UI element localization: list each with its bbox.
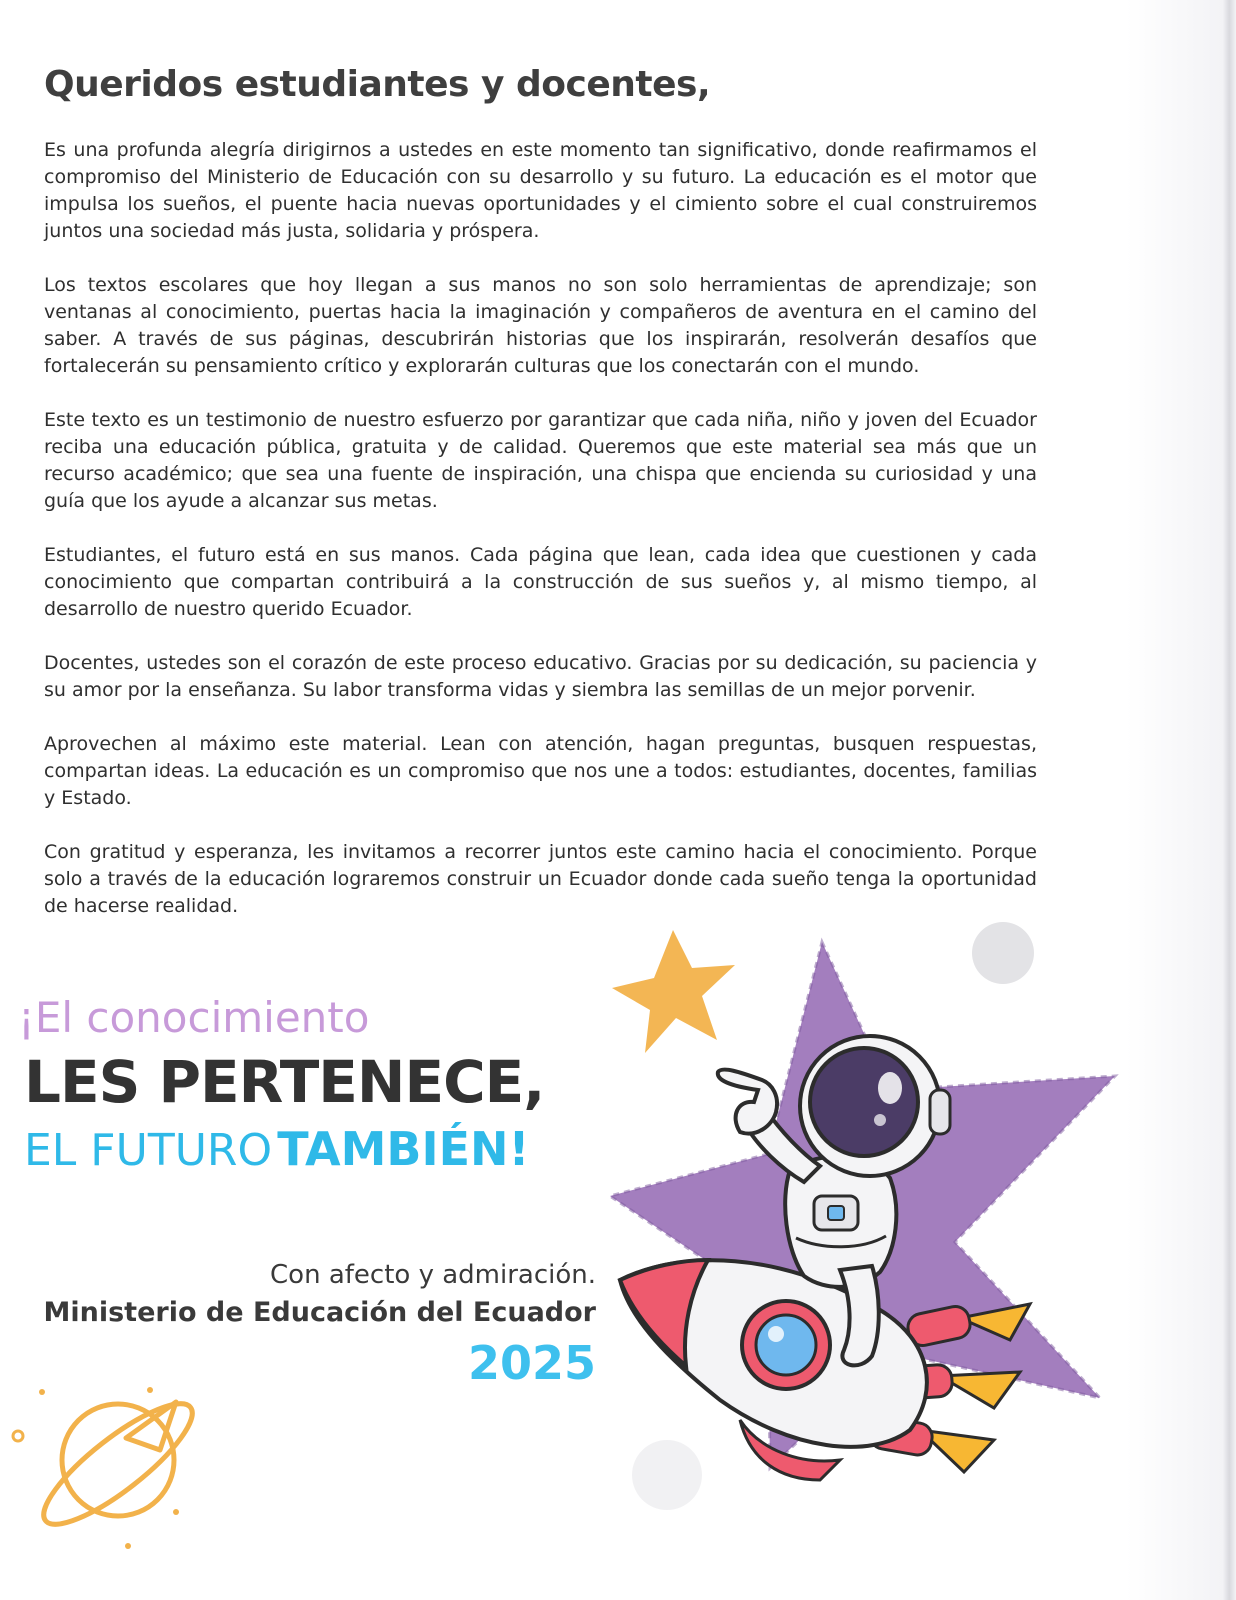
signer-name: Ministerio de Educación del Ecuador bbox=[43, 1297, 596, 1328]
slogan-line-2: LES PERTENECE, bbox=[24, 1048, 545, 1116]
closing-text: Con afecto y admiración. bbox=[270, 1260, 596, 1290]
slogan-line-3-prefix: EL FUTURO bbox=[24, 1125, 273, 1176]
slogan-block bbox=[18, 990, 618, 1191]
page-edge-shadow bbox=[1126, 0, 1236, 1600]
paragraph-1: Es una profunda alegría dirigirnos a ustedes en este momento tan significativo, donde reafirmamos el compromiso del Ministerio de Educación con su desarrollo y su futuro. La educación es el motor que impulsa los sueños, el puente hacia nuevas oportunidades y el cimiento sobre el cual construiremos juntos una sociedad más justa, solidaria y próspera. bbox=[44, 139, 1037, 242]
letter-body bbox=[44, 137, 1037, 947]
paragraph-7: Con gratitud y esperanza, les invitamos a recorrer juntos este camino hacia el conocimiento. Porque solo a través de la educación lograremos construir un Ecuador donde cada sueño tenga la oportunidad de hacerse realidad. bbox=[44, 841, 1037, 917]
signoff-block bbox=[0, 1256, 596, 1394]
page-title: Queridos estudiantes y docentes, bbox=[44, 64, 711, 105]
paragraph-3: Este texto es un testimonio de nuestro esfuerzo por garantizar que cada niña, niño y joven del Ecuador reciba una educación pública, gratuita y de calidad. Queremos que este material sea más que un recurso académico; que sea una fuente de inspiración, una chispa que encienda su curiosidad y una guía que los ayude a alcanzar sus metas. bbox=[44, 409, 1037, 512]
paragraph-5: Docentes, ustedes son el corazón de este proceso educativo. Gracias por su dedicación, su paciencia y su amor por la enseñanza. Su labor transforma vidas y siembra las semillas de un mejor porvenir. bbox=[44, 652, 1037, 701]
signoff-year: 2025 bbox=[467, 1336, 596, 1390]
paragraph-6: Aprovechen al máximo este material. Lean con atención, hagan preguntas, busquen respuestas, compartan ideas. La educación es un compromiso que nos une a todos: estudiantes, docentes, familias y Estado. bbox=[44, 733, 1037, 809]
slogan-line-3-emphasis: TAMBIÉN! bbox=[277, 1122, 530, 1176]
paragraph-4: Estudiantes, el futuro está en sus manos. Cada página que lean, cada idea que cuestionen y cada conocimiento que compartan contribuirá a la construcción de sus sueños y, al mismo tiempo, al desarrollo de nuestro querido Ecuador. bbox=[44, 544, 1037, 620]
slogan-line-1: ¡El conocimiento bbox=[18, 993, 370, 1042]
astronaut-rocket-illustration bbox=[590, 920, 1120, 1560]
orange-star-icon bbox=[612, 930, 735, 1053]
planet-rocket-icon bbox=[8, 1380, 208, 1560]
paragraph-2: Los textos escolares que hoy llegan a sus manos no son solo herramientas de aprendizaje; son ventanas al conocimiento, puertas hacia la imaginación y compañeros de aventura en el camino del saber. A través de sus páginas, descubrirán historias que los inspirarán, resolverán desafíos que fortalecerán su pensamiento crítico y explorarán culturas que los conectarán con el mundo. bbox=[44, 274, 1037, 377]
slogan-line-3 bbox=[24, 1118, 618, 1191]
